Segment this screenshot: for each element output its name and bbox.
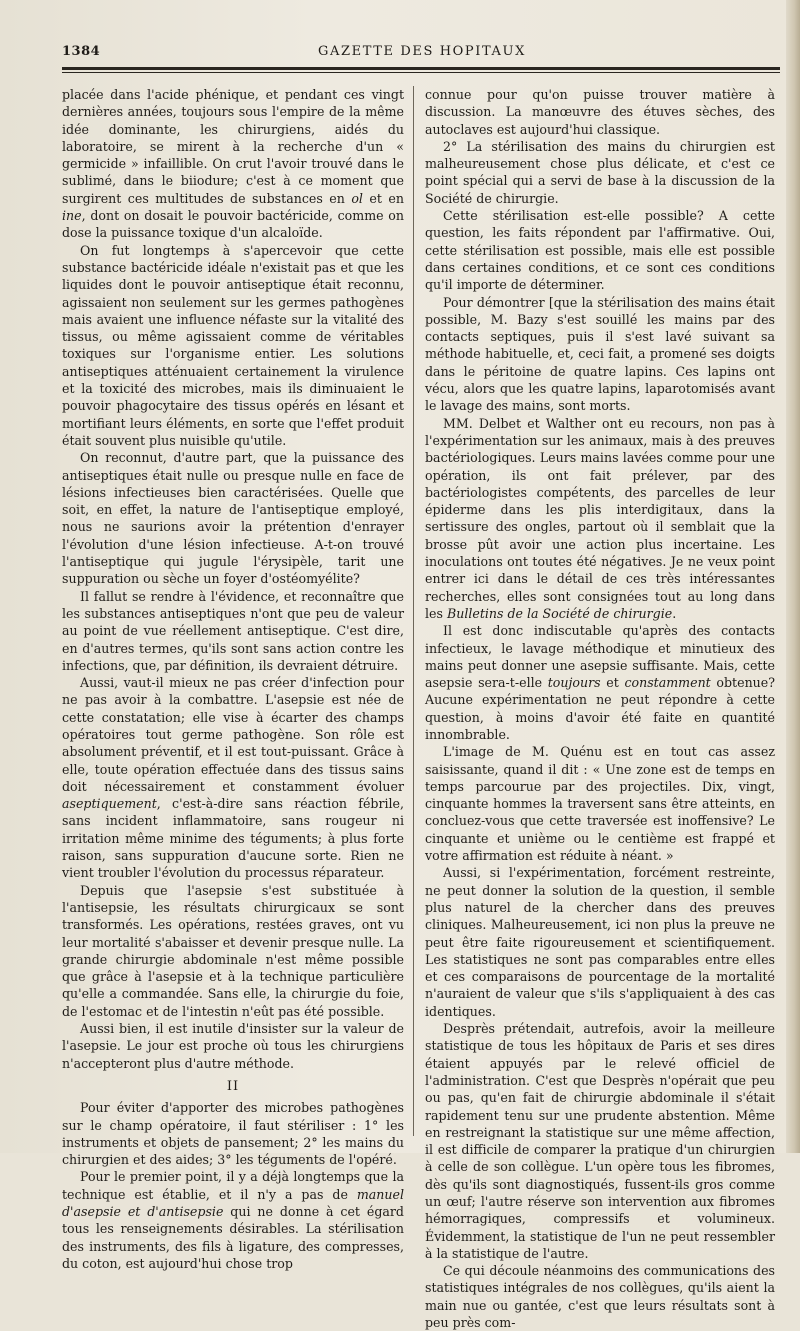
journal-title: GAZETTE DES HOPITAUX [318,44,526,59]
page-header [62,44,782,66]
paragraph: Aussi bien, il est inutile d'insister sur la valeur de l'asepsie. Le jour est proche où tous les chirurgiens n'accepteront plus d'autre méthode. [62,1021,404,1071]
section-heading: II [226,1078,240,1094]
paragraph: Aussi, si l'expérimentation, forcément restreinte, ne peut donner la solution de la question, il semble plus naturel de la chercher dans des preuves cliniques. Malheureusement, ici non plus la preuve ne peut être faite rigoureusement et scientifiquement. Les statistiques ne sont pas comparables entre elles et ces comparaisons de pourcentage de la mortalité n'auraient de valeur que s'ils s'appliquaient à des cas identiques. [425,865,775,1019]
paragraph: Pour le premier point, il y a déjà longtemps que la technique est établie, et il n'y a pas de manuel d'asepsie et d'antisepsie qui ne donne à cet égard tous les renseignements désirables. La stérilisation des instruments, des fils à ligature, des compresses, du coton, est aujourd'hui chose trop [62,1169,404,1271]
header-rule-thick [62,67,780,70]
paragraph: Pour démontrer [que la stérilisation des mains était possible, M. Bazy s'est souillé les mains par des contacts septiques, puis il s'est lavé suivant sa méthode habituelle, et, ceci fait, a promené ses doigts dans le péritoine de quatre lapins. Ces lapins ont vécu, alors que les quatre lapins, laparotomisés avant le lavage des mains, sont morts. [425,294,775,414]
paragraph: On fut longtemps à s'apercevoir que cette substance bactéricide idéale n'existait pas et que les liquides dont le pouvoir antiseptique était reconnu, agissaient non seulement sur les germes pathogènes mais avaient une influence néfaste sur la vitalité des tissus, ou même agissaient comme de véritables toxiques sur l'organisme entier. Les solutions antiseptiques atténuaient certainement la virulence et la toxicité des microbes, mais ils diminuaient le pouvoir phagocytaire des tissus opérés en lésant et mortifiant leurs éléments, en sorte que l'effet produit était souvent plus nuisible qu'utile. [62,242,404,448]
column-divider [413,86,414,1136]
paragraph: placée dans l'acide phénique, et pendant ces vingt dernières années, toujours sous l'empire de la même idée dominante, les chirurgiens, aidés du laboratoire, se mirent à la recherche d'un « germicide » infaillible. On crut l'avoir trouvé dans le sublimé, dans le biiodure; c'est à ce moment que surgirent ces multitudes de substances en ol et en ine, dont on dosait le pouvoir bactéricide, comme on dose la puissance toxique d'un alcaloïde. [62,87,404,241]
page-edge-shadow [786,0,800,1153]
page-number: 1384 [62,44,101,59]
header-rule-thin [62,72,780,73]
left-column [62,86,404,1272]
paragraph: Cette stérilisation est-elle possible? A cette question, les faits répondent par l'affirmative. Oui, cette stérilisation est possible, mais elle est possible dans certaines conditions, et ce sont ces conditions qu'il importe de déterminer. [425,208,775,293]
paragraph: L'image de M. Quénu est en tout cas assez saisissante, quand il dit : « Une zone est de temps en temps parcourue par des projectiles. Dix, vingt, cinquante hommes la traversent sans être atteints, en concluez-vous que cette traversée est inoffensive? Le cinquante et unième ou le centième est frappé et votre affirmation est réduite à néant. » [425,744,775,864]
paragraph: MM. Delbet et Walther ont eu recours, non pas à l'expérimentation sur les animaux, mais à des preuves bactériologiques. Leurs mains lavées comme pour une opération, ils ont fait prélever, par des bactériologistes compétents, des parcelles de leur épiderme dans les plis interdigitaux, dans la sertissure des ongles, partout où il semblait que la brosse pût avoir une action plus incertaine. Les inoculations ont toutes été négatives. Je ne veux point entrer ici dans le détail de ces très intéressantes recherches, elles sont consignées tout au long dans les Bulletins de la Société de chirurgie. [425,415,775,621]
paragraph: Desprès prétendait, autrefois, avoir la meilleure statistique de tous les hôpitaux de Paris et ses dires étaient appuyés par le relevé officiel de l'administration. C'est que Desprès n'opérait que peu ou pas, qu'en fait de chirurgie abdominale il s'était rapidement tenu sur une prudente abstention. Même en restreignant la statistique sur une même affection, il est difficile de comparer la pratique d'un chirurgien à celle de son collègue. L'un opère tous les fibromes, dès qu'ils sont diagnostiqués, fussent-ils gros comme un œuf; l'autre réserve son intervention aux fibromes hémorragiques, compressifs et volumineux. Évidemment, la statistique de l'un ne peut ressembler à la statistique de l'autre. [425,1021,775,1261]
paragraph: Il est donc indiscutable qu'après des contacts infectieux, le lavage méthodique et minutieux des mains peut donner une asepsie suffisante. Mais, cette asepsie sera-t-elle toujours et constamment obtenue? Aucune expérimentation ne peut répondre à cette question, à moins d'avoir été faite en quantité innombrable. [425,623,776,742]
paragraph: On reconnut, d'autre part, que la puissance des antiseptiques était nulle ou presque nulle en face de lésions infectieuses bien caractérisées. Quelle que soit, en effet, la nature de l'antiseptique employé, nous ne saurions avoir la prétention d'enrayer l'évolution d'une lésion infectieuse. A-t-on trouvé l'antiseptique qui jugule l'érysipèle, tarit une suppuration ou sèche un foyer d'ostéomyélite? [62,450,404,587]
paragraph: 2° La stérilisation des mains du chirurgien est malheureusement chose plus délicate, et c'est ce point spécial qui a servi de base à la discussion de la Société de chirurgie. [425,138,775,206]
paragraph: Pour éviter d'apporter des microbes pathogènes sur le champ opératoire, il faut stériliser : 1° les instruments et objets de pansement; 2° les mains du chirurgien et des aides; 3° les téguments de l'opéré. [62,1100,404,1168]
right-column [425,86,775,1331]
paragraph: Ce qui découle néanmoins des communications des statistiques intégrales de nos collègues, qu'ils aient la main nue ou gantée, c'est que leurs résultats sont à peu près com- [425,1263,775,1331]
paragraph: connue pour qu'on puisse trouver matière à discussion. La manœuvre des étuves sèches, des autoclaves est aujourd'hui classique. [425,87,775,137]
paragraph: Depuis que l'asepsie s'est substituée à l'antisepsie, les résultats chirurgicaux se sont transformés. Les opérations, restées graves, ont vu leur mortalité s'abaisser et devenir presque nulle. La grande chirurgie abdominale n'est même possible que grâce à l'asepsie et à la technique particulière qu'elle a commandée. Sans elle, la chirurgie du foie, de l'estomac et de l'intestin n'eût pas été possible. [62,882,404,1019]
paragraph: Aussi, vaut-il mieux ne pas créer d'infection pour ne pas avoir à la combattre. L'asepsie est née de cette constatation; elle vise à écarter des champs opératoires tout germe pathogène. Son rôle est absolument préventif, et il est tout-puissant. Grâce à elle, toute opération effectuée dans des tissus sains doit nécessairement et constamment évoluer aseptiquement, c'est-à-dire sans réaction fébrile, sans incident inflammatoire, sans rougeur ni irritation même minime des téguments; à plus forte raison, sans suppuration d'aucune sorte. Rien ne vient troubler l'évolution du processus réparateur. [62,675,404,881]
paragraph: Il fallut se rendre à l'évidence, et reconnaître que les substances antiseptiques n'ont que peu de valeur au point de vue réellement antiseptique. C'est dire, en d'autres termes, qu'ils sont sans action contre les infections, que, par définition, ils devraient détruire. [62,588,404,673]
